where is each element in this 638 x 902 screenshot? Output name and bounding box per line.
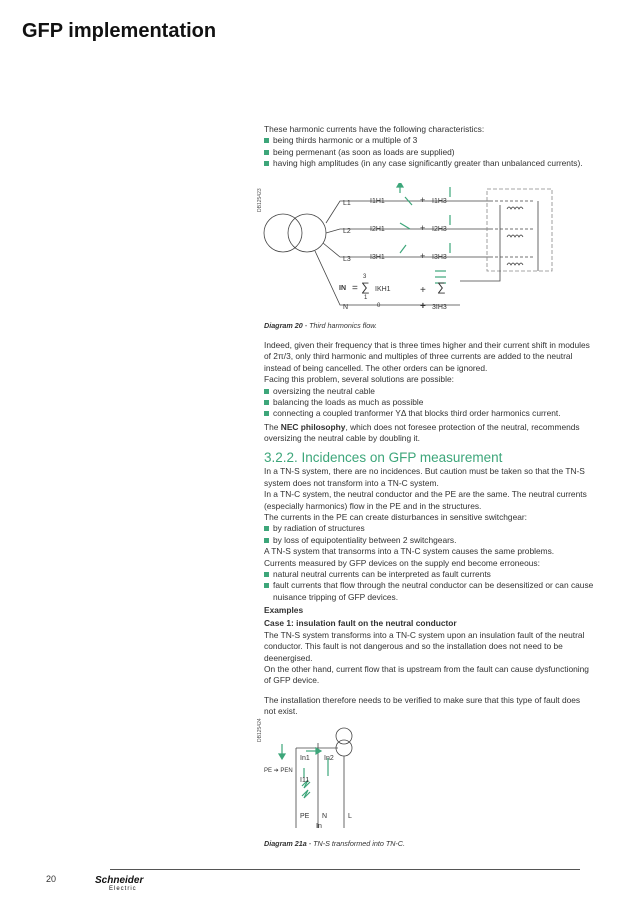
label-i11: I11 — [300, 777, 310, 784]
transformer-coil-primary — [336, 728, 352, 744]
nec-bold: NEC philosophy — [280, 422, 346, 432]
term-i3h3: I3H3 — [432, 254, 447, 261]
examples-block — [264, 605, 594, 718]
term-sup: 3 — [363, 274, 367, 280]
diagram-20-caption — [264, 320, 594, 331]
term-sigma: ∑ — [361, 280, 370, 294]
label-n: N — [322, 813, 328, 820]
diagram-code: DB125423 — [257, 188, 263, 212]
caption-text: - Third harmonics flow. — [302, 321, 378, 330]
list-item: oversizing the neutral cable — [264, 386, 594, 397]
page-number: 20 — [46, 874, 57, 884]
section-block — [264, 452, 594, 603]
label-l3: L3 — [343, 256, 351, 263]
nec-pre: The — [264, 422, 281, 432]
transformer-coil-primary — [264, 214, 302, 252]
section-p3: The currents in the PE can create disturbances in sensitive switchgear: — [264, 512, 528, 523]
section-p1: In a TN-S system, there are no incidences. But caution must be taken so that the TN-S system does not transform into a TN-C system. — [264, 466, 585, 488]
footer-divider — [110, 869, 580, 870]
caption-text: - TN-S transformed into TN-C. — [306, 839, 405, 848]
label-n: N — [343, 304, 349, 311]
list-item: by loss of equipotentiality between 2 switchgears. — [264, 535, 594, 546]
intro-lead: These harmonic currents have the following characteristics: — [264, 124, 485, 134]
page-title: GFP implementation — [22, 20, 217, 42]
term-i1h3: I1H3 — [432, 198, 447, 205]
term-zero: 0 — [377, 303, 381, 309]
term-3ih3: 3IH3 — [432, 304, 447, 311]
term-i2h3: I2H3 — [432, 226, 447, 233]
plus-4: + — [420, 285, 426, 296]
transformer-coil-secondary — [288, 214, 326, 252]
term-i1h1: I1H1 — [370, 198, 385, 205]
term-i3h1: I3H1 — [370, 254, 385, 261]
transformer-coil-secondary — [336, 740, 352, 756]
list-item: having high amplitudes (in any case significantly greater than unbalanced currents). — [264, 158, 594, 169]
list-item: by radiation of structures — [264, 523, 594, 534]
plus-5: + — [420, 301, 426, 312]
diagram-21a-caption — [264, 838, 594, 849]
term-in: IN — [339, 285, 346, 292]
case-p2: On the other hand, current flow that is upstream from the fault can cause dysfunctioning of GFP device. — [264, 664, 589, 686]
brand-sub: Electric — [109, 886, 137, 892]
intro-block — [264, 124, 594, 170]
section-p5: Currents measured by GFP devices on the supply end become erroneous: — [264, 557, 540, 568]
line-l3 — [323, 243, 490, 257]
case-p1: The TN-S system transforms into a TN-C system upon an insulation fault of the neutral conductor. This fault is not dangerous and so the installation does not need to be deenergised. — [264, 629, 585, 663]
term-sigma-2: ∑ — [437, 280, 446, 294]
label-in: In — [316, 823, 322, 830]
case-p3: The installation therefore needs to be verified to make sure that this type of fault does not exist. — [264, 694, 581, 717]
section-p4: A TN-S system that transorms into a TN-C system causes the same problems. — [264, 546, 555, 557]
term-i2h1: I2H1 — [370, 226, 385, 233]
solutions-block — [264, 340, 594, 420]
brand-logo — [95, 870, 143, 892]
section-title: 3.2.2. Incidences on GFP measurement — [264, 450, 503, 465]
coil-2 — [507, 235, 523, 237]
list-item: fault currents that flow through the neutral conductor can be desensitized or can cause nuisance tripping of GFP devices. — [264, 580, 594, 603]
label-pe-pen: PE ➔ PEN — [264, 768, 293, 774]
list-item: being permenant (as soon as loads are supplied) — [264, 147, 594, 158]
neutral-return — [460, 205, 500, 281]
label-in1: In1 — [300, 755, 310, 762]
diagram-21a-tn-s-to-tn-c — [258, 718, 378, 833]
coil-1 — [507, 207, 523, 209]
caption-label: Diagram 20 — [264, 321, 303, 330]
examples-heading: Examples — [264, 605, 304, 615]
facing-paragraph: Facing this problem, several solutions are possible: — [264, 374, 454, 385]
plus-2: + — [420, 223, 426, 233]
label-in2: In2 — [324, 755, 334, 762]
list-item: being thirds harmonic or a multiple of 3 — [264, 135, 594, 146]
diagram-20-third-harmonics — [260, 183, 590, 313]
coil-3 — [507, 263, 523, 265]
nec-paragraph — [264, 422, 594, 445]
term-eq: = — [352, 283, 358, 294]
caption-label: Diagram 21a — [264, 839, 307, 848]
list-item: balancing the loads as much as possible — [264, 397, 594, 408]
term-sub: 1 — [364, 295, 368, 301]
case-title: Case 1: insulation fault on the neutral conductor — [264, 618, 457, 629]
brand-name: Schneider — [95, 875, 144, 886]
term-ikh1: IKH1 — [375, 286, 391, 293]
label-l2: L2 — [343, 228, 351, 235]
list-item: natural neutral currents can be interpreted as fault currents — [264, 569, 594, 580]
harmonics-paragraph: Indeed, given their frequency that is three times higher and their current shift in modules of 2π/3, only third harmonic and multiples of three currents are added to the neutral instead of being cancelled. The other orders can be ignored. — [264, 340, 590, 373]
list-item: connecting a coupled tranformer YΔ that blocks third order harmonics current. — [264, 408, 594, 419]
label-l1: L1 — [343, 200, 351, 207]
plus-3: + — [420, 251, 426, 261]
label-l: L — [348, 813, 352, 820]
section-p2: In a TN-C system, the neutral conductor and the PE are the same. The neutral currents (especially harmonics) flow in the PE and in the structures. — [264, 489, 587, 511]
label-pe: PE — [300, 813, 310, 820]
nec-post: , which does not foresee protection of the neutral, recommends oversizing the neutral cable by doubling it. — [264, 422, 580, 444]
plus-1: + — [420, 195, 426, 205]
diagram-code: DB125424 — [257, 718, 263, 742]
